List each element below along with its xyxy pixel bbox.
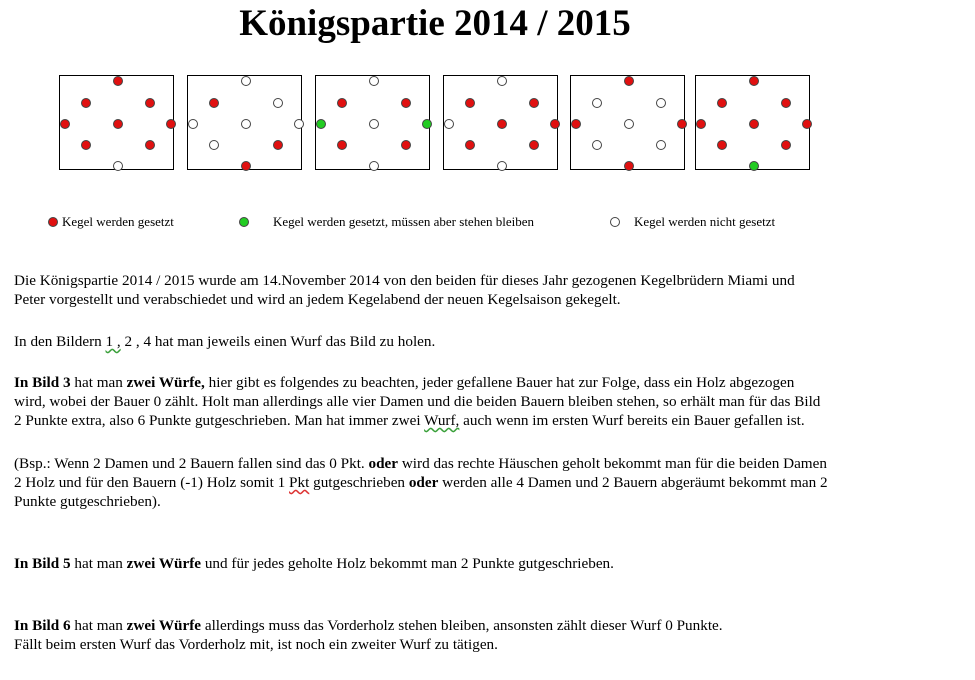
text-span: Pkt bbox=[289, 474, 310, 491]
white-pin-icon bbox=[656, 98, 666, 108]
pin-diagram-3 bbox=[315, 75, 430, 170]
page-title: Königspartie 2014 / 2015 bbox=[239, 3, 631, 44]
text-span: 2 Punkte extra, also 6 Punkte gutgeschrieben. Man hat immer zwei bbox=[14, 412, 425, 429]
red-pin-icon bbox=[529, 98, 539, 108]
pin-diagram-5 bbox=[570, 75, 685, 170]
white-pin-icon bbox=[497, 161, 507, 171]
red-pin-icon bbox=[717, 140, 727, 150]
green-pin-icon bbox=[749, 161, 759, 171]
text-span: In den Bildern bbox=[14, 333, 106, 350]
white-pin-icon bbox=[369, 76, 379, 86]
text-span: Fällt beim ersten Wurf das Vorderholz mit, ist noch ein zweiter Wurf zu tätigen. bbox=[14, 636, 498, 653]
text-span: hat man bbox=[70, 555, 127, 572]
white-pin-icon bbox=[624, 119, 634, 129]
red-pin-icon bbox=[401, 98, 411, 108]
red-pin-icon bbox=[624, 76, 634, 86]
white-pin-icon bbox=[209, 140, 219, 150]
red-pin-icon bbox=[749, 119, 759, 129]
text-span: hat man bbox=[70, 617, 127, 634]
red-pin-icon bbox=[749, 76, 759, 86]
red-pin-icon bbox=[624, 161, 634, 171]
bold-text: (-1) bbox=[180, 474, 203, 491]
legend-item-green bbox=[239, 214, 534, 230]
green-pin-icon bbox=[239, 217, 249, 227]
red-pin-icon bbox=[497, 119, 507, 129]
legend-item-red bbox=[48, 214, 174, 230]
white-pin-icon bbox=[444, 119, 454, 129]
legend-label: Kegel werden nicht gesetzt bbox=[634, 214, 776, 229]
red-pin-icon bbox=[571, 119, 581, 129]
red-pin-icon bbox=[696, 119, 706, 129]
pin-diagram-1 bbox=[59, 75, 174, 170]
red-pin-icon bbox=[81, 140, 91, 150]
red-pin-icon bbox=[717, 98, 727, 108]
white-pin-icon bbox=[610, 217, 620, 227]
bold-text: zwei Würfe, bbox=[126, 374, 205, 391]
bilder-paragraph bbox=[14, 332, 969, 351]
legend-label: Kegel werden gesetzt, müssen aber stehen bleiben bbox=[273, 214, 534, 229]
red-pin-icon bbox=[781, 98, 791, 108]
red-pin-icon bbox=[60, 119, 70, 129]
bold-text: oder bbox=[368, 455, 399, 472]
text-span: allerdings muss das Vorderholz stehen bleiben, ansonsten zählt dieser Wurf 0 Punkte. bbox=[201, 617, 723, 634]
white-pin-icon bbox=[273, 98, 283, 108]
text-span: (Bsp.: Wenn 2 Damen und 2 Bauern fallen sind das 0 Pkt. bbox=[14, 455, 369, 472]
white-pin-icon bbox=[369, 161, 379, 171]
text-span: werden alle 4 Damen und 2 Bauern abgeräumt bekommt man 2 bbox=[438, 474, 828, 491]
white-pin-icon bbox=[294, 119, 304, 129]
bold-text: oder bbox=[408, 474, 439, 491]
green-pin-icon bbox=[316, 119, 326, 129]
text-span: Holz somit 1 bbox=[202, 474, 290, 491]
bold-text: In Bild 3 bbox=[14, 374, 71, 391]
bild-5-paragraph bbox=[14, 554, 969, 573]
red-pin-icon bbox=[781, 140, 791, 150]
text-span: hat man bbox=[70, 374, 127, 391]
text-span: gutgeschrieben bbox=[309, 474, 409, 491]
white-pin-icon bbox=[656, 140, 666, 150]
red-pin-icon bbox=[677, 119, 687, 129]
red-pin-icon bbox=[113, 76, 123, 86]
red-pin-icon bbox=[465, 140, 475, 150]
green-pin-icon bbox=[422, 119, 432, 129]
text-span: auch wenn im ersten Wurf bereits ein Bauer gefallen ist. bbox=[459, 412, 805, 429]
text-span: hier gibt es folgendes zu beachten, jeder gefallene Bauer hat zur Folge, dass ein Holz abgezogen bbox=[204, 374, 795, 391]
white-pin-icon bbox=[369, 119, 379, 129]
red-pin-icon bbox=[241, 161, 251, 171]
white-pin-icon bbox=[188, 119, 198, 129]
text-span: 2 , 4 hat man jeweils einen Wurf das Bild zu holen. bbox=[120, 333, 436, 350]
text-span: wird, wobei der Bauer 0 zählt. Holt man allerdings alle vier Damen und die beiden Bauern bleiben stehen, so erhält man für das Bild bbox=[14, 393, 821, 410]
white-pin-icon bbox=[241, 119, 251, 129]
text-span: wird das rechte Häuschen geholt bekommt man für die beiden Damen bbox=[398, 455, 827, 472]
red-pin-icon bbox=[802, 119, 812, 129]
bold-text: In Bild 6 bbox=[14, 617, 71, 634]
red-pin-icon bbox=[145, 98, 155, 108]
red-pin-icon bbox=[337, 98, 347, 108]
text-span: Wurf, bbox=[424, 412, 460, 429]
text-span: 1 , bbox=[105, 333, 121, 350]
pin-diagram-2 bbox=[187, 75, 302, 170]
red-pin-icon bbox=[550, 119, 560, 129]
text-span: Punkte gutgeschrieben). bbox=[14, 493, 161, 510]
white-pin-icon bbox=[497, 76, 507, 86]
red-pin-icon bbox=[48, 217, 58, 227]
legend-item-white bbox=[610, 214, 775, 230]
bold-text: zwei Würfe bbox=[126, 555, 202, 572]
intro-line-1: Die Königspartie 2014 / 2015 wurde am 14.November 2014 von den beiden für dieses Jahr gezogenen Kegelbrüdern Miami und bbox=[14, 272, 795, 289]
red-pin-icon bbox=[337, 140, 347, 150]
text-span: und für jedes geholte Holz bekommt man 2 Punkte gutgeschrieben. bbox=[201, 555, 614, 572]
red-pin-icon bbox=[113, 119, 123, 129]
red-pin-icon bbox=[209, 98, 219, 108]
white-pin-icon bbox=[241, 76, 251, 86]
legend-label: Kegel werden gesetzt bbox=[62, 214, 174, 229]
pin-diagram-6 bbox=[695, 75, 810, 170]
example-paragraph bbox=[14, 454, 969, 511]
red-pin-icon bbox=[145, 140, 155, 150]
red-pin-icon bbox=[529, 140, 539, 150]
text-span: 2 Holz und für den Bauern bbox=[14, 474, 181, 491]
intro-paragraph bbox=[14, 271, 969, 309]
intro-line-2: Peter vorgestellt und verabschiedet und wird an jedem Kegelabend der neuen Kegelsaison gekegelt. bbox=[14, 291, 621, 308]
red-pin-icon bbox=[81, 98, 91, 108]
bold-text: In Bild 5 bbox=[14, 555, 71, 572]
red-pin-icon bbox=[273, 140, 283, 150]
white-pin-icon bbox=[592, 98, 602, 108]
red-pin-icon bbox=[401, 140, 411, 150]
bild-3-paragraph bbox=[14, 373, 969, 430]
red-pin-icon bbox=[465, 98, 475, 108]
bold-text: zwei Würfe bbox=[126, 617, 202, 634]
white-pin-icon bbox=[592, 140, 602, 150]
bild-6-paragraph bbox=[14, 616, 969, 654]
pin-diagram-4 bbox=[443, 75, 558, 170]
red-pin-icon bbox=[166, 119, 176, 129]
white-pin-icon bbox=[113, 161, 123, 171]
